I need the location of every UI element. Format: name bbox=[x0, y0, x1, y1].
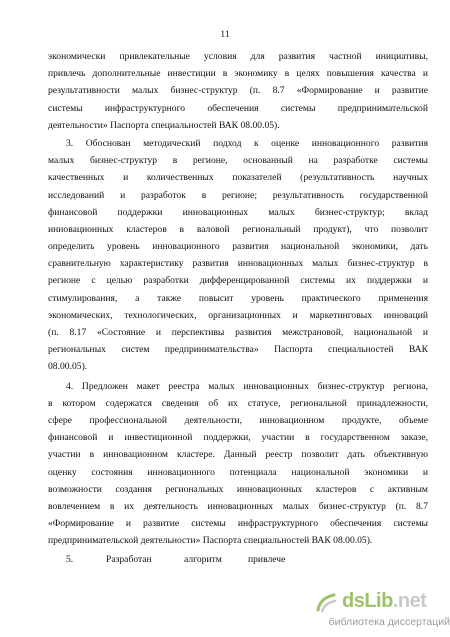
page-number: 11 bbox=[220, 30, 230, 40]
text-line: 4. Предложен макет реестра малых инновационных бизнес-структур региона, bbox=[66, 380, 428, 392]
word: Разработан bbox=[106, 554, 152, 566]
text-line: региональных систем предпринимательства» Паспорта специальностей ВАК bbox=[48, 344, 428, 356]
text-line: «Формирование и развитие системы инфраструктурного обеспечения системы bbox=[48, 518, 428, 530]
dslib-watermark bbox=[300, 590, 450, 637]
text-line: в котором содержатся сведения об их статусе, региональной принадлежности, bbox=[48, 397, 428, 409]
text-line: вовлечением в их деятельность инновационных малых бизнес-структур (п. 8.7 bbox=[48, 500, 428, 512]
text-line: финансовой и инвестиционной поддержки, участии в государственном заказе, bbox=[48, 432, 428, 444]
text-line: финансовой поддержки инновационных малых бизнес-структур; вклад bbox=[48, 206, 428, 218]
text-line: привлечь дополнительные инвестиции в экономику в целях повышения качества и bbox=[48, 68, 428, 80]
text-line: сфере профессиональной деятельности, инновационном продукте, объеме bbox=[48, 414, 428, 426]
paragraph-2 bbox=[48, 135, 428, 376]
paragraph-4-truncated bbox=[48, 551, 428, 568]
paragraph-3 bbox=[48, 378, 428, 550]
text-line: качественных и количественных показателей (результативность научных bbox=[48, 172, 428, 184]
paragraph-1 bbox=[48, 48, 428, 134]
text-line: системы инфраструктурного обеспечения системы предпринимательской bbox=[48, 102, 428, 114]
text-line: возможности создания региональных инновационных кластеров с активным bbox=[48, 483, 428, 495]
dslib-logo-text: dsLib.net bbox=[342, 590, 427, 612]
text-line: участии в инновационном кластере. Данный реестр позволит дать объективную bbox=[48, 449, 428, 461]
text-line: (п. 8.17 «Состояние и перспективы развития межстрановой, национальной и bbox=[48, 327, 428, 338]
text-line: предпринимательской деятельности» Паспорта специальностей ВАК 08.00.05). bbox=[48, 535, 373, 547]
text-line: оценку состояния инновационного потенциала национальной экономики и bbox=[48, 466, 428, 478]
text-line: определить уровень инновационного развития национальной экономики, дать bbox=[48, 241, 428, 253]
text-line: результативности малых бизнес-структур (п. 8.7 «Формирование и развитие bbox=[48, 85, 428, 97]
text-line: инновационных кластеров в валовой региональный продукт), что позволит bbox=[48, 223, 428, 235]
text-line: малых бизнес-структур в регионе, основанный на разработке системы bbox=[48, 155, 428, 167]
dslib-tagline: библиотека диссертаций bbox=[328, 616, 450, 628]
text-line: 08.00.05). bbox=[48, 361, 88, 373]
document-body bbox=[48, 48, 428, 570]
word: привлече bbox=[248, 554, 286, 566]
text-line bbox=[48, 551, 428, 568]
text-line: 3. Обоснован методический подход к оценке инновационного развития bbox=[66, 137, 428, 149]
text-line: экономически привлекательные условия для развития частной инициативы, bbox=[48, 51, 428, 62]
text-line: деятельности» Паспорта специальностей ВАК 08.00.05). bbox=[48, 119, 280, 131]
word: 5. bbox=[66, 554, 74, 566]
text-line: исследований и разработок в регионе; результативность государственной bbox=[48, 189, 428, 201]
dslib-logo-icon bbox=[314, 592, 338, 614]
word: алгоритм bbox=[184, 554, 222, 566]
text-line: экономических, технологических, организационных и маркетинговых инноваций bbox=[48, 309, 428, 321]
text-line: регионе с целью разработки дифференцированной системы их поддержки и bbox=[48, 275, 428, 287]
text-line: стимулирования, а также повысит уровень практического применения bbox=[48, 292, 428, 304]
text-line: сравнительную характеристику развития инновационных малых бизнес-структур в bbox=[48, 258, 428, 270]
